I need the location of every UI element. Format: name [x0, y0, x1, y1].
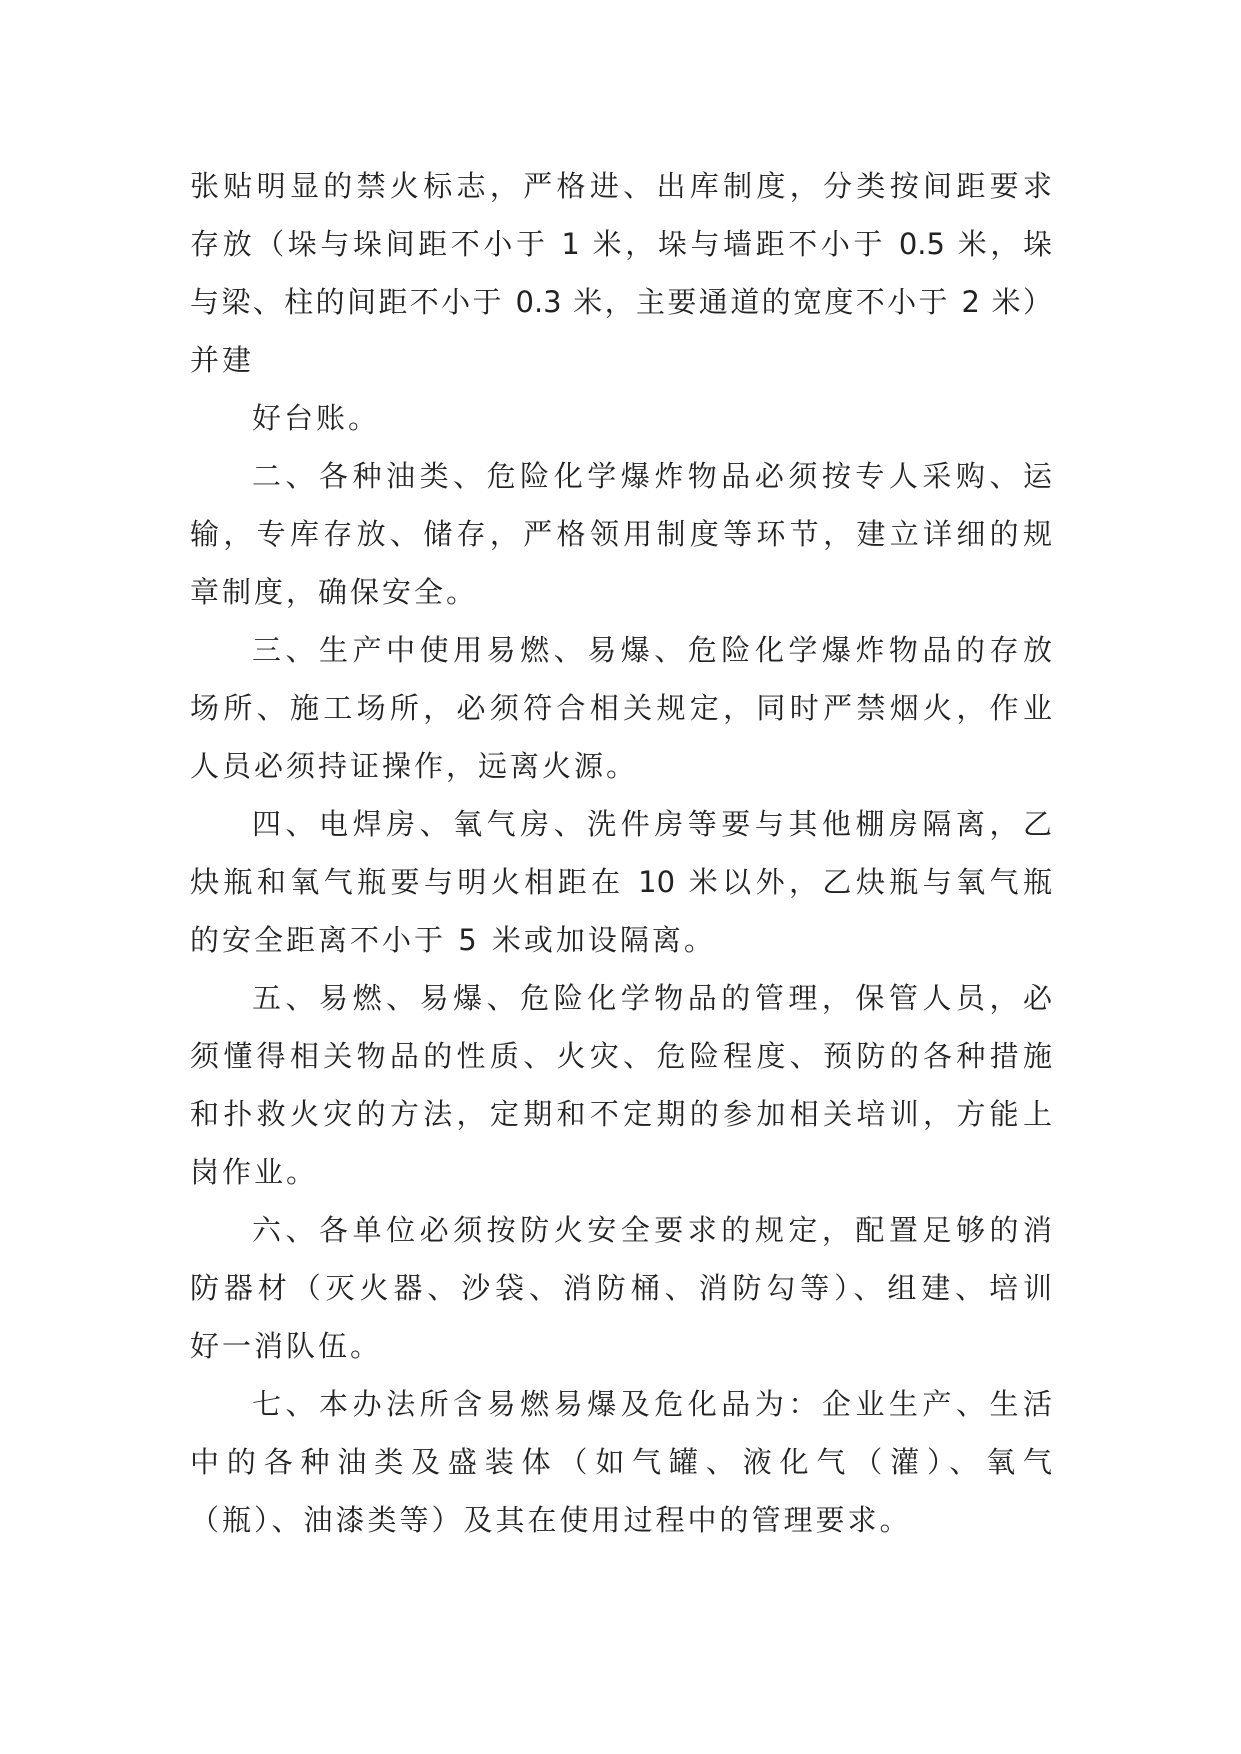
paragraph-3-line: 三、生产中使用易燃、易爆、危险化学爆炸物品的存放 [252, 633, 1052, 667]
paragraph-7-line: 七、本办法所含易燃易爆及危化品为：企业生产、生活 [252, 1387, 1052, 1421]
text-line: 须懂得相关物品的性质、火灾、危险程度、预防的各种措施 [190, 1039, 1052, 1073]
text-line: 好台账。 [252, 401, 381, 435]
text-line: （瓶）、油漆类等）及其在使用过程中的管理要求。 [190, 1503, 912, 1537]
text-line: 岗作业。 [190, 1155, 319, 1189]
paragraph-5-line: 五、易燃、易爆、危险化学物品的管理，保管人员，必 [252, 981, 1052, 1015]
text-line: 中的各种油类及盛装体（如气罐、液化气（灌）、氧气 [190, 1445, 1052, 1479]
text-line: 和扑救火灾的方法，定期和不定期的参加相关培训，方能上 [190, 1097, 1052, 1131]
text-line: 的安全距离不小于 5 米或加设隔离。 [190, 923, 716, 957]
text-line: 张贴明显的禁火标志，严格进、出库制度，分类按间距要求 [190, 169, 1052, 203]
text-line: 场所、施工场所，必须符合相关规定，同时严禁烟火，作业 [190, 691, 1052, 725]
text-line: 人员必须持证操作，远离火源。 [190, 749, 639, 783]
paragraph-6-line: 六、各单位必须按防火安全要求的规定，配置足够的消 [252, 1213, 1052, 1247]
text-line: 与梁、柱的间距不小于 0.3 米，主要通道的宽度不小于 2 米） [190, 285, 1052, 319]
text-line: 炔瓶和氧气瓶要与明火相距在 10 米以外，乙炔瓶与氧气瓶 [190, 865, 1052, 899]
text-line: 章制度，确保安全。 [190, 575, 479, 609]
text-line: 防器材（灭火器、沙袋、消防桶、消防勾等）、组建、培训 [190, 1271, 1052, 1305]
paragraph-2-line: 二、各种油类、危险化学爆炸物品必须按专人采购、运 [252, 459, 1052, 493]
text-line: 输，专库存放、储存，严格领用制度等环节，建立详细的规 [190, 517, 1052, 551]
text-line: 存放（垛与垛间距不小于 1 米，垛与墙距不小于 0.5 米，垛 [190, 227, 1052, 261]
text-line: 好一消队伍。 [190, 1329, 383, 1363]
paragraph-4-line: 四、电焊房、氧气房、洗件房等要与其他棚房隔离，乙 [252, 807, 1052, 841]
text-line: 并建 [190, 343, 255, 377]
